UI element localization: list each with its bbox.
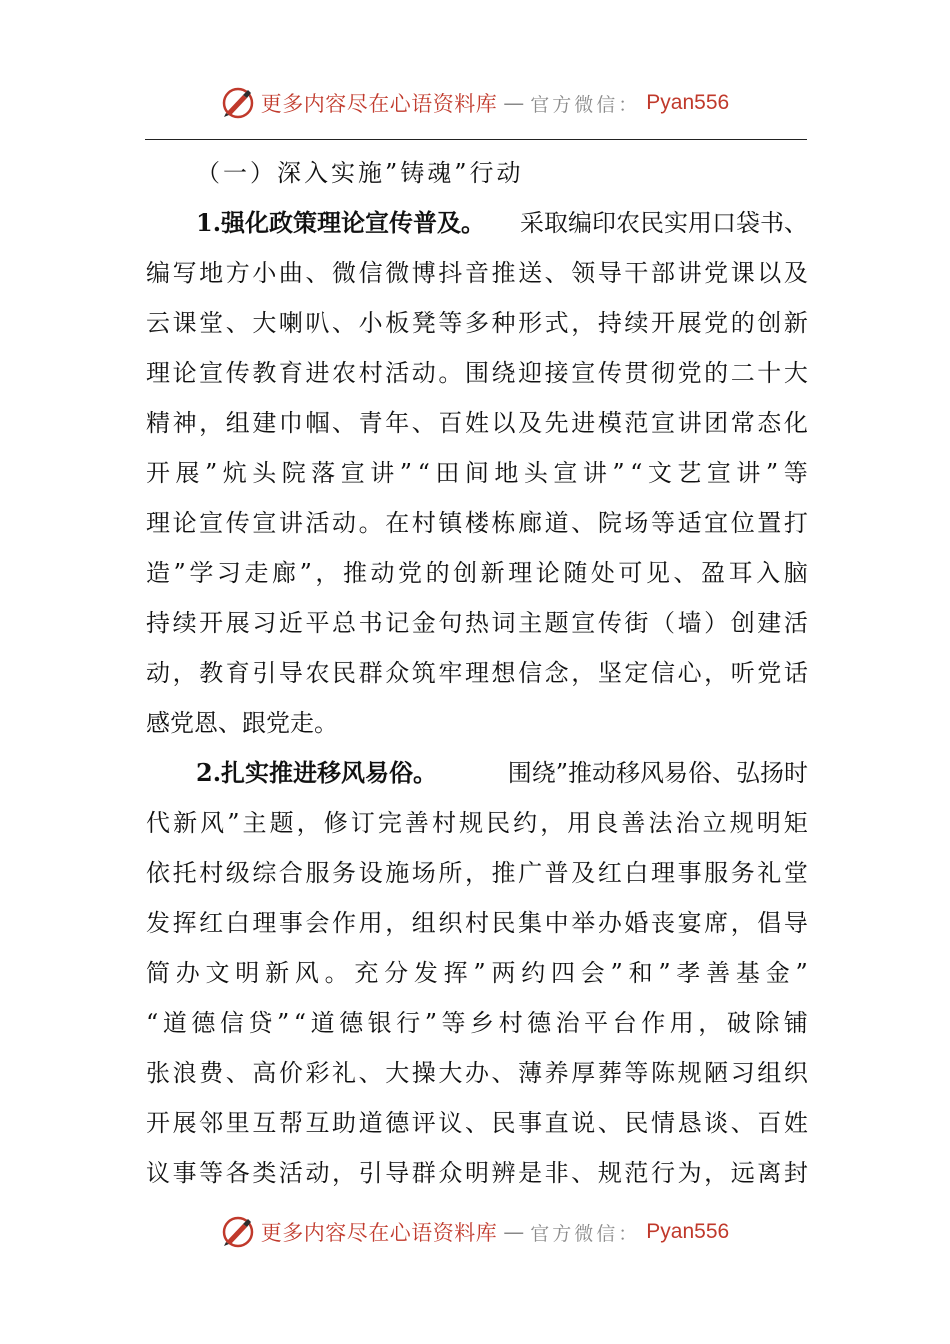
paragraph-2-line: 简 办 文 明 新 风 。 充 分 发 挥 ” 两 约 四 会 ” 和 ” 孝 善 基 金 ” [146, 959, 808, 987]
paragraph-2-line: 张 浪 费 、 高 价 彩 礼 、 大 操 大 办 、 薄 养 厚 葬 等 陈 规 陋 习 组 织 [146, 1059, 808, 1087]
paragraph-2-line: “ 道 德 信 贷 ” “ 道 德 银 行 ” 等 乡 村 德 治 平 台 作 用 ， 破 除 铺 [146, 1009, 808, 1037]
banner-wechat-label: 官方微信： [530, 93, 641, 116]
banner-wechat-id: Pyan556 [646, 91, 730, 114]
paragraph-2-line: 议 事 等 各 类 活 动 ， 引 导 群 众 明 辨 是 非 、 规 范 行 为 ， 远 离 封 [146, 1159, 808, 1187]
paragraph-1-line: 感党恩、跟党走。 [146, 709, 338, 737]
banner-text: 更多内容尽在心语资料库 [260, 1221, 498, 1245]
paragraph-1-line: 理 论 宣 传 宣 讲 活 动 。 在 村 镇 楼 栋 廊 道 、 院 场 等 适 宜 位 置 打 [146, 509, 808, 537]
banner-text: 更多内容尽在心语资料库 [260, 92, 498, 116]
banner-wechat-id: Pyan556 [646, 1220, 730, 1243]
paragraph-2-line: 开 展 邻 里 互 帮 互 助 道 德 评 议 、 民 事 直 说 、 民 情 恳 谈 、 百 姓 [146, 1109, 808, 1137]
paragraph-1-line: 持 续 开 展 习 近 平 总 书 记 金 句 热 词 主 题 宣 传 街 （ 墙 ） 创 建 活 [146, 609, 808, 637]
paragraph-1-line: 编 写 地 方 小 曲 、 微 信 微 博 抖 音 推 送 、 领 导 干 部 讲 党 课 以 及 [146, 259, 808, 287]
pen-logo-icon [221, 86, 255, 120]
footer-banner [0, 1212, 950, 1252]
paragraph-2-title: 2.扎实推进移风易俗。 [196, 758, 438, 787]
paragraph-1-line: 动 ， 教 育 引 导 农 民 群 众 筑 牢 理 想 信 念 ， 坚 定 信 心 ， 听 党 话 [146, 659, 808, 687]
header-rule [145, 139, 807, 140]
banner-separator: — [503, 91, 525, 115]
paragraph-1-title: 1.强化政策理论宣传普及。 [196, 208, 486, 237]
paragraph-1-line: 开 展 ” 炕 头 院 落 宣 讲 ” “ 田 间 地 头 宣 讲 ” “ 文 艺 宣 讲 ” 等 [146, 459, 808, 487]
paragraph-2-line: 发 挥 红 白 理 事 会 作 用 ， 组 织 村 民 集 中 举 办 婚 丧 宴 席 ， 倡 导 [146, 909, 808, 937]
paragraph-1-line: 云 课 堂 、 大 喇 叭 、 小 板 凳 等 多 种 形 式 ， 持 续 开 展 党 的 创 新 [146, 309, 808, 337]
paragraph-2-line: 依 托 村 级 综 合 服 务 设 施 场 所 ， 推 广 普 及 红 白 理 事 服 务 礼 堂 [146, 859, 808, 887]
paragraph-2-line: 代 新 风 ” 主 题 ， 修 订 完 善 村 规 民 约 ， 用 良 善 法 治 立 规 明 矩 [146, 809, 808, 837]
pen-logo-icon [221, 1215, 255, 1249]
paragraph-1-first-line [146, 198, 808, 248]
banner-wechat-label: 官方微信： [530, 1222, 641, 1245]
paragraph-1-line: 精 神 ， 组 建 巾 帼 、 青 年 、 百 姓 以 及 先 进 模 范 宣 讲 团 常 态 化 [146, 409, 808, 437]
paragraph-1-line: 理 论 宣 传 教 育 进 农 村 活 动 。 围 绕 迎 接 宣 传 贯 彻 党 的 二 十 大 [146, 359, 808, 387]
banner-separator: — [503, 1220, 525, 1244]
paragraph-1-line: 采取编印农民实用口袋书、 [520, 209, 808, 237]
document-body [146, 148, 808, 1198]
paragraph-2-line: 围绕”推动移风易俗、弘扬时 [507, 759, 808, 787]
paragraph-2-first-line [146, 748, 808, 798]
paragraph-1-line: 造 ” 学 习 走 廊 ” ， 推 动 党 的 创 新 理 论 随 处 可 见 、 盈 耳 入 脑 [146, 559, 808, 587]
section-heading: （一）深入实施”铸魂”行动 [196, 159, 524, 187]
header-banner [0, 83, 950, 123]
